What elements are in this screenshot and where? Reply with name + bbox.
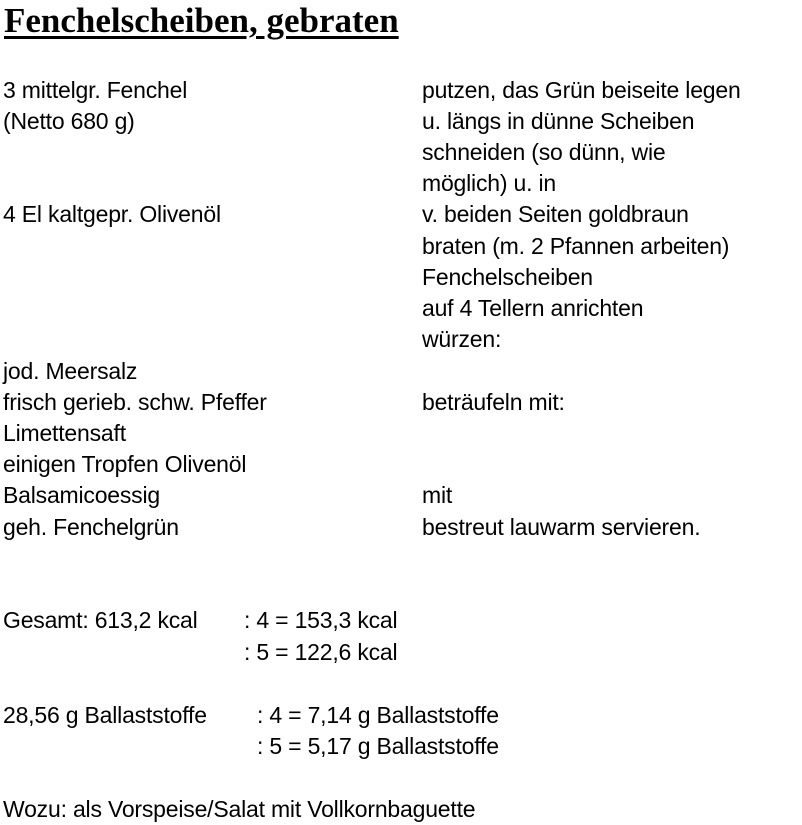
instruction-line: würzen:: [422, 326, 502, 352]
instruction-line: putzen, das Grün beiseite legen: [422, 77, 741, 103]
instruction-line: v. beiden Seiten goldbraun: [422, 201, 689, 227]
ingredient-limettensaft: Limettensaft: [3, 420, 126, 446]
ingredient-meersalz: jod. Meersalz: [3, 358, 138, 384]
ingredient-pfeffer: frisch gerieb. schw. Pfeffer: [3, 389, 267, 415]
fiber-per-5: : 5 = 5,17 g Ballaststoffe: [257, 733, 499, 759]
instruction-line: schneiden (so dünn, wie: [422, 139, 666, 165]
instruction-line: mit: [422, 482, 453, 508]
serving-suggestion: Wozu: als Vorspeise/Salat mit Vollkornbaguette: [3, 796, 476, 822]
kcal-per-5: : 5 = 122,6 kcal: [244, 639, 398, 665]
instruction-line: bestreut lauwarm servieren.: [422, 514, 701, 540]
recipe-title: Fenchelscheiben, gebraten: [4, 1, 399, 40]
instruction-line: beträufeln mit:: [422, 389, 565, 415]
ingredient-balsamico: Balsamicoessig: [3, 482, 160, 508]
ingredient-olivenoel: 4 El kaltgepr. Olivenöl: [3, 201, 221, 227]
ingredient-fenchel: 3 mittelgr. Fenchel: [3, 77, 188, 103]
fiber-per-4: : 4 = 7,14 g Ballaststoffe: [257, 702, 499, 728]
instruction-line: auf 4 Tellern anrichten: [422, 295, 644, 321]
ingredient-fenchelgruen: geh. Fenchelgrün: [3, 514, 179, 540]
instruction-line: möglich) u. in: [422, 170, 556, 196]
ingredient-note: (Netto 680 g): [3, 108, 135, 134]
ingredient-olivenoel-tropfen: einigen Tropfen Olivenöl: [3, 451, 247, 477]
kcal-per-4: : 4 = 153,3 kcal: [244, 607, 398, 633]
instruction-line: Fenchelscheiben: [422, 264, 593, 290]
instruction-line: braten (m. 2 Pfannen arbeiten): [422, 233, 730, 259]
kcal-total: Gesamt: 613,2 kcal: [3, 607, 198, 633]
fiber-total: 28,56 g Ballaststoffe: [3, 702, 207, 728]
instruction-line: u. längs in dünne Scheiben: [422, 108, 695, 134]
